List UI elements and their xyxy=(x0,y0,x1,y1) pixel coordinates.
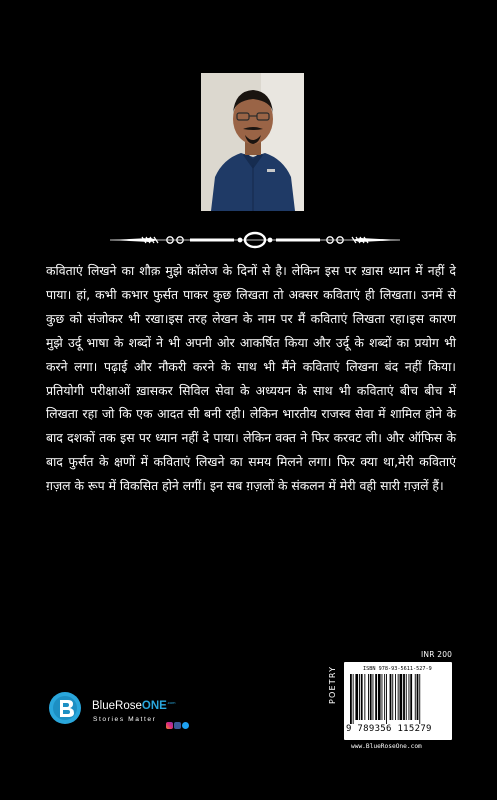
barcode-bar xyxy=(375,674,377,720)
isbn-digits: 9 789356 115279 xyxy=(346,724,432,734)
barcode-bar xyxy=(350,674,352,724)
blurb-text: कविताएं लिखने का शौक़ मुझे कॉलेज के दिनों से है। लेकिन इस पर ख़ास ध्यान में नहीं दे पाया। हां, कभी कभार फुर्सत पाकर कुछ लिखता तो अक्सर कविताएं ही लिखता। उनमें से कुछ को संजोकर भी रखा।इस तरह लेखन के नाम पर मैं कविताएं लिखता रहा।इस कारण मुझे उर्दू भाषा के शब्दों ने भी अपनी ओर आकर्षित किया और उर्दू के शब्दों का प्रयोग भी करने लगा। पढ़ाई और नौकरी करने के साथ भी मैंने कविताएं लिखना बंद नहीं किया। प्रतियोगी परीक्षाओं ख़ासकर सिविल सेवा के अध्ययन के साथ भी कविताएं बीच बीच में लिखता रहा जो कि एक आदत सी बनी रही। लेकिन भारतीय राजस्व सेवा में शामिल होने के बाद दशकों तक इस पर ध्यान नहीं दे पाया। लेकिन वक्त ने फिर करवट ली। और ऑफिस के बाद फुर्सत के क्षणों में कविताएं लिखने का समय मिलने लगा। फिर क्या था,मेरी कविताएं ग़ज़ल के रूप में विकसित होने लगीं। इन सब ग़ज़लों के संकलन में मेरी वही सारी ग़ज़लें हैं। xyxy=(46,263,456,494)
barcode-bar xyxy=(417,674,419,720)
ornamental-divider xyxy=(110,229,400,251)
barcode-bar xyxy=(370,674,372,720)
barcode-bar xyxy=(382,674,383,720)
barcode-bar xyxy=(415,674,416,720)
publisher-tagline: Stories Matter xyxy=(93,716,157,723)
ornamental-divider-icon xyxy=(110,229,400,251)
social-icons xyxy=(166,722,189,730)
publisher-name xyxy=(92,700,175,712)
barcode-bar xyxy=(368,674,369,720)
barcode-bar xyxy=(373,674,374,720)
publisher-website[interactable]: www.BlueRoseOne.com xyxy=(351,743,422,750)
publisher-name-part2: ONE xyxy=(141,700,167,712)
barcode-bar xyxy=(384,674,385,720)
author-blurb xyxy=(46,259,456,498)
barcode-bar xyxy=(355,674,358,720)
barcode-bar xyxy=(406,674,407,720)
isbn-barcode xyxy=(344,662,452,740)
barcode-bars xyxy=(348,674,448,726)
barcode-bar xyxy=(392,674,393,720)
barcode-bar xyxy=(353,674,354,724)
category-label: POETRY xyxy=(328,665,337,704)
barcode-bar xyxy=(359,674,360,720)
barcode-bar xyxy=(364,674,365,720)
author-portrait-icon xyxy=(201,73,304,211)
twitter-icon[interactable] xyxy=(182,722,189,729)
publisher-name-superscript: .com xyxy=(166,700,176,706)
bluerose-logo-icon xyxy=(48,691,82,725)
barcode-bar xyxy=(403,674,405,720)
barcode-bar xyxy=(410,674,412,720)
barcode-bar xyxy=(398,674,399,720)
facebook-icon[interactable] xyxy=(174,722,181,729)
price-label: INR 200 xyxy=(421,650,453,659)
bluerose-logo xyxy=(48,691,82,725)
barcode-bar xyxy=(390,674,392,720)
barcode-bar xyxy=(395,674,396,720)
barcode-bar xyxy=(378,674,381,720)
instagram-icon[interactable] xyxy=(166,722,173,729)
barcode-bar xyxy=(361,674,363,720)
barcode-bar xyxy=(386,674,387,724)
barcode-bar xyxy=(419,674,420,724)
isbn-top-text: ISBN 978-93-5611-527-9 xyxy=(363,666,432,672)
author-photo xyxy=(201,73,304,211)
barcode-bar xyxy=(400,674,403,720)
publisher-name-part1: BlueRose xyxy=(92,700,142,712)
barcode-bar xyxy=(409,674,410,720)
